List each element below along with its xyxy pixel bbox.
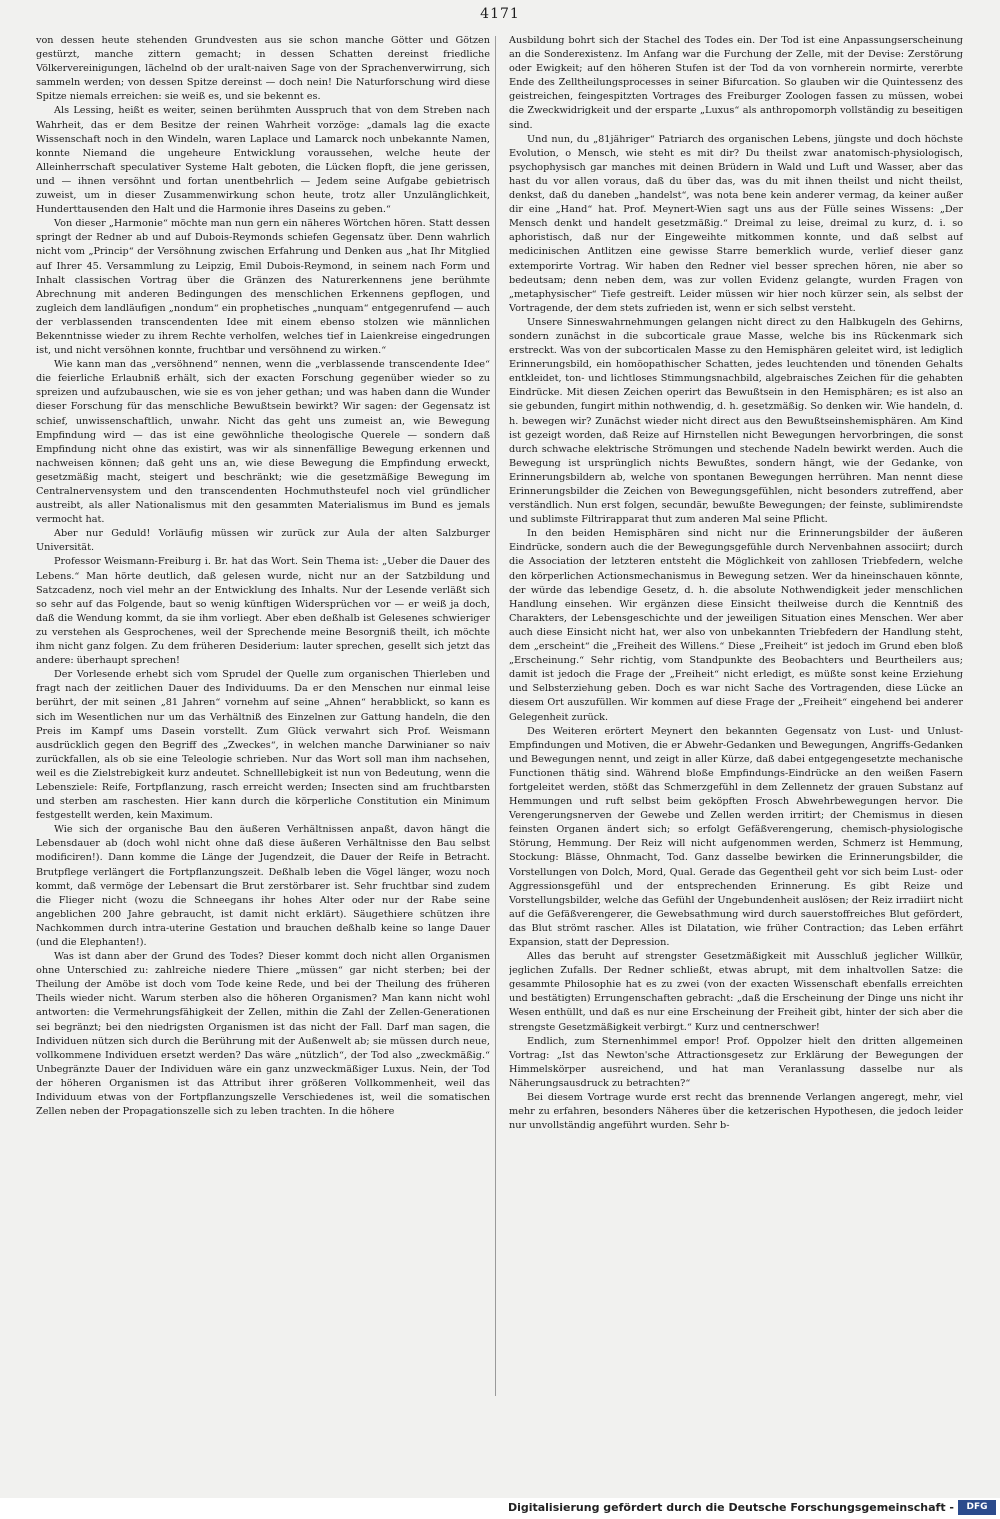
paragraph: Als Lessing, heißt es weiter, seinen berühmten Ausspruch that von dem Streben nach Wahrheit, das er dem Besitze der reinen Wahrheit vorzöge: „damals lag die exacte Wissenschaft noch in den Windeln, waren Laplace und Lamarck noch unbekannte Namen, konnte Niemand die ungeheure Entwicklung voraussehen, welche heute der Alleinherrschaft speculativer Systeme Halt geboten, die Lücken flopft, die jene gerissen, und — ihnen versöhnt und fortan unentbehrlich — Jedem seine Aufgabe gebietrisch zuweist, um in dieser Zusammenwirkung schon heute, trotz aller Unzulänglichkeit, Hunderttausenden den Halt und die Harmonie ihres Daseins zu geben.“ [36,105,490,216]
paragraph: Ausbildung bohrt sich der Stachel des Todes ein. Der Tod ist eine Anpassungserscheinung an die Sonderexistenz. Im Anfang war die Furchung der Zelle, mit der Devise: Zerstörung oder Ewigkeit; auf den höheren Stufen ist der Tod da von vornherein normirte, vererbte Ende des Zelltheilungsprocesses in seiner Bifurcation. So glauben wir die Quintessenz des geistreichen, feingespitzten Vortrages des Freiburger Zoologen fassen zu müssen, wobei die Zweckwidrigkeit und der ersparte „Luxus“ als anthropomorph vollständig zu beseitigen sind. [509,35,963,131]
paragraph: Wie sich der organische Bau den äußeren Verhältnissen anpaßt, davon hängt die Lebensdauer ab (doch wohl nicht ohne daß diese äußeren Verhältnisse den Bau selbst modificiren!). Dann komme die Länge der Jugendzeit, die Dauer der Reife in Betracht. Brutpflege verlängert die Fortpflanzungszeit. Deßhalb leben die Vögel länger, wozu noch kommt, daß vermöge der Lebensart die Brut zerstörbarer ist. Sehr fruchtbar sind zudem die Flieger nicht (wozu die Schneegans ihr hohes Alter oder nur der Rabe seine angeblichen 200 Jahre gebraucht, ist damit nicht erklärt). Säugethiere schützen ihre Nachkommen durch intra-uterine Gestation und brauchen deßhalb keine so lange Dauer (und die Elephanten!). [36,824,490,948]
paragraph: Alles das beruht auf strengster Gesetzmäßigkeit mit Ausschluß jeglicher Willkür, jeglichen Zufalls. Der Redner schließt, etwas abrupt, mit dem inhaltvollen Satze: die gesammte Philosophie hat es zu zwei (von der exacten Wissenschaft ebenfalls erreichten und bestätigten) Errungenschaften gebracht: „daß die Erscheinung der Dinge uns nicht ihr Wesen enthüllt, und daß es nur eine Erscheinung der Freiheit gibt, hinter der sich aber die strengste Gesetzmäßigkeit verbirgt.“ Kurz und centnerschwer! [509,951,963,1033]
footer-bar [0,1498,1000,1519]
page-number: 4171 [480,6,520,22]
right-column [509,34,963,1404]
paragraph: Des Weiteren erörtert Meynert den bekannten Gegensatz von Lust- und Unlust-Empfindungen und Motiven, die er Abwehr-Gedanken und Bewegungen, Angriffs-Gedanken und Bewegungen nennt, und zeigt in aller Kürze, daß dabei entgegengesetzte mechanische Functionen thätig sind. Während bloße Empfindungs-Eindrücke an den weißen Fasern fortgeleitet werden, stößt das Schmerzgefühl in dem Zellennetz der grauen Substanz auf Hemmungen und ruft selbst beim geköpften Frosch Abwehrbewegungen hervor. Die Verengerungsnerven der Gewebe und Zellen werden irritirt; der Chemismus in diesen feinsten Organen ändert sich; so erfolgt Gefäßverengerung, chemisch-physiologische Störung, Hemmung. Der Reiz will nicht aufgenommen werden, Schmerz ist Hemmung, Stockung: Blässe, Ohnmacht, Tod. Ganz dasselbe bewirken die Erinnerungsbilder, die Vorstellungen von Dolch, Mord, Qual. Gerade das Gegentheil geht vor sich beim Lust- oder Aggressionsgefühl und der entsprechenden Erinnerung. Es gibt Reize und Vorstellungsbilder, welche das Gefühl der Ungebundenheit auslösen; der Reiz irradiirt nicht auf die Gefäßverengerer, die Gewebsathmung wird durch sauerstoffreiches Blut gefördert, das Blut strömt rascher. Alles ist Dilatation, wie früher Contraction; das Leben erfährt Expansion, statt der Depression. [509,725,963,948]
dfg-logo: DFG [958,1500,996,1515]
paragraph: Und nun, du „81jähriger“ Patriarch des organischen Lebens, jüngste und doch höchste Evolution, o Mensch, wie steht es mit dir? Du theilst zwar anatomisch-physiologisch, psychophysisch gar manches mit deinen Brüdern in Wald und Luft und Wasser, aber das hast du vor allen voraus, daß du über das, was du mit ihnen theilst und nicht theilst, denkst, daß du daneben „handelst“, was nota bene kein anderer vermag, da keiner außer dir eine „Hand“ hat. Prof. Meynert-Wien sagt uns aus der Fülle seines Wissens: „Der Mensch denkt und handelt gesetzmäßig.“ Dreimal zu leise, dreimal zu kurz, d. i. so aphoristisch, daß nur der Eingeweihte mitkommen konnte, und daß selbst auf medicinischen Antlitzen eine gewisse Starre bemerklich wurde, verlief dieser ganz extemporirte Vortrag. Wir haben den Redner viel besser sprechen hören, nie aber so bedeutsam; denn neben dem, was zur vollen Evidenz gelangte, wurden Fragen von „metaphysischer“ Tiefe gestreift. Leider müssen wir hier noch kürzer sein, als selbst der Vortragende, der dem stets zufrieden ist, wenn er sich selbst versteht. [509,133,963,314]
column-divider [495,36,496,1396]
paragraph: Was ist dann aber der Grund des Todes? Dieser kommt doch nicht allen Organismen ohne Unterschied zu: zahlreiche niedere Thiere „müssen“ gar nicht sterben; bei der Theilung der Amöbe ist doch vom Tode keine Rede, und bei der Theilung des früheren Theils wieder nicht. Warum sterben also die höheren Organismen? Man kann nicht wohl antworten: die Vermehrungsfähigkeit der Zellen, mithin die Zahl der Zellen-Generationen sei begränzt; bei den niedrigsten Organismen ist das nicht der Fall. Darf man sagen, die Individuen nützen sich durch die Berührung mit der Außenwelt ab; sie müssen durch neue, vollkommene Individuen ersetzt werden? Das wäre „nützlich“, der Tod also „zweckmäßig.“ Unbegränzte Dauer der Individuen wäre ein ganz unzweckmäßiger Luxus. Nein, der Tod der höheren Organismen ist das Attribut ihrer größeren Vollkommenheit, weil das Individuum etwas von der Fortpflanzungszelle Verschiedenes ist, weil die somatischen Zellen neben der Propagationszelle sich zu leben trachten. In die höhere [36,951,490,1118]
paragraph: Bei diesem Vortrage wurde erst recht das brennende Verlangen angeregt, mehr, viel mehr zu erfahren, besonders Näheres über die ketzerischen Hypothesen, die jedoch leider nur unvollständig angeführt wurden. Sehr b- [509,1092,963,1132]
paragraph: In den beiden Hemisphären sind nicht nur die Erinnerungsbilder der äußeren Eindrücke, sondern auch die der Bewegungsgefühle durch Nervenbahnen associirt; durch die Association der letzteren entsteht die Möglichkeit von zahllosen Triebfedern, welche den körperlichen Actionsmechanismus in Bewegung setzen. Wer da hineinschauen könnte, der würde das lebendige Gesetz, d. h. die absolute Nothwendigkeit jeder menschlichen Handlung einsehen. Wir ergänzen diese Einsicht theilweise durch die Kenntniß des Charakters, der Lebensgeschichte und der jeweiligen Situation eines Menschen. Wer aber auch diese Einsicht nicht hat, wer also von unbekannten Triebfedern der Handlung steht, dem „erscheint“ die „Freiheit des Willens.“ Diese „Freiheit“ ist jedoch im Grund eben bloß „Erscheinung.“ Sehr richtig, vom Standpunkte des Beobachters und Beurtheilers aus; damit ist jedoch die Frage der „Freiheit“ nicht erledigt, es müßte sonst keine Erziehung und Selbsterziehung geben. Doch es war nicht Sache des Vortragenden, diese Lücke an diesem Ort auszufüllen. Wir kommen auf diese Frage der „Freiheit“ eingehend bei anderer Gelegenheit zurück. [509,528,963,723]
paragraph: Professor Weismann-Freiburg i. Br. hat das Wort. Sein Thema ist: „Ueber die Dauer des Lebens.“ Man hörte deutlich, daß gelesen wurde, nicht nur an der Satzbildung und Satzcadenz, noch viel mehr an der Entwicklung des Inhalts. Nur der Lesende verläßt sich so sehr auf das Folgende, baut so wenig künftigen Widersprüchen vor — er weiß ja doch, daß die Wendung kommt, da sie ihm vorliegt. Aber eben deßhalb ist Gelesenes schwieriger zu verstehen als Gesprochenes, weil der Sprechende meine Besorgniß theilt, ich möchte ihm nicht ganz folgen. Zu dem früheren Desiderium: lauter sprechen, gesellt sich jetzt das andere: überhaupt sprechen! [36,556,490,667]
paragraph: von dessen heute stehenden Grundvesten aus sie schon manche Götter und Götzen gestürzt, manche zittern gemacht; in dessen Schatten dereinst friedliche Völkervereinigungen, lächelnd ob der uralt-naiven Sage von der Sprachenverwirrung, sich sammeln werden; von dessen Spitze dereinst — doch nein! Die Naturforschung wird diese Spitze niemals erreichen: sie weiß es, und sie bekennt es. [36,35,490,103]
paragraph: Unsere Sinneswahrnehmungen gelangen nicht direct zu den Halbkugeln des Gehirns, sondern zunächst in die subcorticale graue Masse, welche bis ins Rückenmark sich erstreckt. Was von der subcorticalen Masse zu den Hemisphären geleitet wird, ist lediglich Erinnerungsbild, ein homöopathischer Schatten, jedes leuchtenden und tönenden Gehalts entkleidet, ton- und lichtloses Stimmungsnachbild, algebraisches Zeichen für die gehabten Eindrücke. Mit diesen Zeichen operirt das Bewußtsein in den Hemisphären; es ist also an sie gebunden, fungirt mithin nothwendig, d. h. gesetzmäßig. So denken wir. Wie handeln, d. h. bewegen wir? Zunächst wieder nicht direct aus den Bewußtseinshemisphären. Am Kind ist gezeigt worden, daß Reize auf Hirnstellen nicht Bewegungen hervorbringen, die sonst durch schwache elektrische Strömungen und stechende Nadeln bewirkt werden. Auch die Bewegung ist ursprünglich nichts Bewußtes, sondern hängt, wie der Gedanke, von Erinnerungsbildern ab, welche von spontanen Bewegungen herrühren. Man nennt diese Erinnerungsbilder die Zeichen von Bewegungsgefühlen, nicht besonders zutreffend, aber verständlich. Nun erst folgen, secundär, bewußte Bewegungen; der feinste, sublimirendste und sublimste Filtrirapparat thut zum anderen Mal seine Pflicht. [509,316,963,526]
paragraph: Von dieser „Harmonie“ möchte man nun gern ein näheres Wörtchen hören. Statt dessen springt der Redner ab und auf Dubois-Reymonds schiefen Gegensatz über. Denn wahrlich nicht vom „Princip“ der Versöhnung zwischen Erfahrung und Denken aus „hat Ihr Mitglied auf Ihrer 45. Versammlung zu Leipzig, Emil Dubois-Reymond, in seinem nach Form und Inhalt classischen Vortrag über die Gränzen des Naturerkennens jene berühmte Abrechnung mit anderen Bedingungen des menschlichen Erkennens gepflogen, und zugleich dem landläufigen „nondum“ ein prophetisches „nunquam“ entgegenrufend — auch der verblassenden transcendenten Idee mit einem ebenso stolzen wie männlichen Bekenntnisse wieder zu ihrem Rechte verholfen, welches tief in Laienkreise eingedrungen ist, und nicht versöhnen konnte, fruchtbar und versöhnend zu wirken.“ [36,218,490,357]
paragraph: Aber nur Geduld! Vorläufig müssen wir zurück zur Aula der alten Salzburger Universität. [36,528,490,554]
funding-credit: Digitalisierung gefördert durch die Deutsche Forschungsgemeinschaft - [507,1501,954,1514]
paragraph: Wie kann man das „versöhnend“ nennen, wenn die „verblassende transcendente Idee“ die feierliche Erlaubniß erhält, sich der exacten Forschung gegenüber wieder so zu spreizen und aufzubauschen, wie sie es von jeher gethan; und was haben dann die Wunder dieser Forschung für das menschliche Bewußtsein bewirkt? Wir sagen: der Gegensatz ist schief, unwissenschaftlich, unwahr. Nicht das geht uns zumeist an, wie Bewegung Empfindung wird — das ist eine gewöhnliche theologische Querele — sondern daß Empfindung nicht ohne das existirt, was wir als sinnenfällige Bewegung erkennen und nachweisen können; daß geht uns an, wie diese Bewegung die Empfindung erweckt, gesetzmäßig macht, steigert und beschränkt; wie die gesetzmäßige Bewegung im Centralnervensystem und den transcendenten Hochmuthsteufel noch viel gründlicher austreibt, als aller Nationalismus mit den gesammten Materialismus im Bund es jemals vermocht hat. [36,359,490,526]
left-column [36,34,490,1404]
paragraph: Endlich, zum Sternenhimmel empor! Prof. Oppolzer hielt den dritten allgemeinen Vortrag: „Ist das Newton'sche Attractionsgesetz zur Erklärung der Bewegungen der Himmelskörper ausreichend, und hat man Veranlassung dasselbe nur als Näherungsausdruck zu betrachten?“ [509,1035,963,1089]
paragraph: Der Vorlesende erhebt sich vom Sprudel der Quelle zum organischen Thierleben und fragt nach der zeitlichen Dauer des Individuums. Da er den Menschen nur einmal leise berührt, der mit seinen „81 Jahren“ vornehm auf seine „Ahnen“ herabblickt, so kann es sich im Wesentlichen nur um das Verhältniß des Einzelnen zur Gattung handeln, die den Preis im Kampf ums Dasein vorstellt. Zum Glück verwahrt sich Prof. Weismann ausdrücklich gegen den Begriff des „Zweckes“, in welchen manche Darwinianer so naiv zurückfallen, als ob sie eine Teleologie schrieben. Nur das Wort soll man ihm nachsehen, weil es die Zielstrebigkeit kurz andeutet. Schnelllebigkeit ist nun von Bedeutung, wenn die Lebensziele: Reife, Fortpflanzung, rasch erreicht werden; Insecten sind am fruchtbarsten und sterben am raschesten. Hier kann durch die körperliche Constitution ein Minimum festgestellt werden, kein Maximum. [36,669,490,822]
